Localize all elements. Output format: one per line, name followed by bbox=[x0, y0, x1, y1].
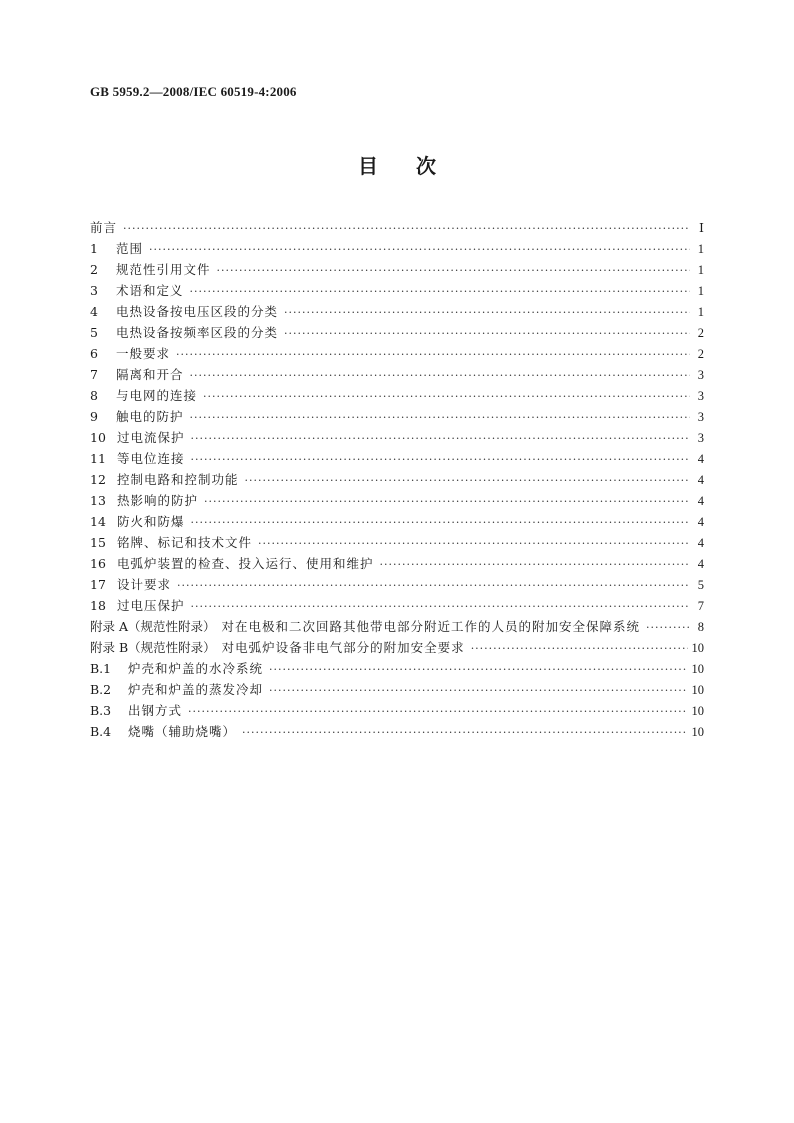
toc-entry[interactable] bbox=[90, 491, 704, 512]
toc-entry-page-number: 10 bbox=[691, 641, 704, 655]
toc-dot-leader bbox=[203, 390, 690, 403]
toc-entry-title: 电弧炉装置的检查、投入运行、使用和维护 bbox=[117, 556, 374, 571]
toc-entry-page-number: 3 bbox=[697, 410, 704, 424]
toc-entry[interactable] bbox=[90, 617, 704, 638]
toc-dot-leader bbox=[177, 579, 690, 592]
table-of-contents bbox=[90, 218, 704, 743]
toc-entry[interactable] bbox=[90, 260, 704, 281]
toc-entry-page-number: 10 bbox=[691, 725, 704, 739]
toc-entry[interactable] bbox=[90, 680, 704, 701]
page-title: 目次 bbox=[358, 154, 474, 178]
toc-entry-page-number: 4 bbox=[697, 557, 704, 571]
toc-entry[interactable] bbox=[90, 428, 704, 449]
toc-dot-leader bbox=[217, 264, 690, 277]
toc-entry-title: 热影响的防护 bbox=[117, 493, 199, 508]
toc-entry-number: 13 bbox=[90, 493, 106, 508]
toc-dot-leader bbox=[191, 453, 690, 466]
toc-dot-leader bbox=[190, 285, 690, 298]
toc-entry[interactable] bbox=[90, 554, 704, 575]
toc-entry-title: 隔离和开合 bbox=[116, 367, 184, 382]
toc-entry-page-number: Ⅰ bbox=[699, 221, 704, 235]
toc-entry[interactable] bbox=[90, 512, 704, 533]
toc-entry[interactable] bbox=[90, 575, 704, 596]
toc-entry-number: 17 bbox=[90, 577, 106, 592]
toc-entry-page-number: 1 bbox=[697, 242, 704, 256]
toc-dot-leader bbox=[204, 495, 690, 508]
toc-dot-leader bbox=[245, 474, 690, 487]
toc-dot-leader bbox=[269, 663, 687, 676]
toc-entry-title: 与电网的连接 bbox=[116, 388, 198, 403]
toc-entry-number: 11 bbox=[90, 451, 106, 466]
toc-entry-number: 7 bbox=[90, 367, 98, 382]
toc-entry-page-number: 4 bbox=[697, 452, 704, 466]
toc-dot-leader bbox=[149, 243, 690, 256]
toc-entry-page-number: 1 bbox=[697, 284, 704, 298]
toc-dot-leader bbox=[284, 306, 690, 319]
toc-entry[interactable] bbox=[90, 722, 704, 743]
toc-entry-page-number: 10 bbox=[691, 683, 704, 697]
toc-entry-title: 术语和定义 bbox=[116, 283, 184, 298]
toc-entry[interactable] bbox=[90, 533, 704, 554]
toc-entry-number: B.2 bbox=[90, 682, 112, 697]
toc-entry-number: 2 bbox=[90, 262, 98, 277]
toc-dot-leader bbox=[188, 705, 687, 718]
toc-entry-number: B.4 bbox=[90, 724, 112, 739]
toc-entry-title: 过电压保护 bbox=[117, 598, 185, 613]
toc-entry-title: 一般要求 bbox=[116, 346, 171, 361]
toc-entry-page-number: 7 bbox=[697, 599, 704, 613]
standard-code-header: GB 5959.2—2008/IEC 60519-4:2006 bbox=[90, 84, 297, 99]
toc-entry-number: 18 bbox=[90, 598, 106, 613]
toc-dot-leader bbox=[471, 642, 688, 655]
toc-entry[interactable] bbox=[90, 659, 704, 680]
toc-entry[interactable] bbox=[90, 470, 704, 491]
toc-entry-title: 范围 bbox=[116, 241, 144, 256]
toc-entry-number: 4 bbox=[90, 304, 98, 319]
toc-entry-page-number: 10 bbox=[691, 662, 704, 676]
toc-entry-page-number: 1 bbox=[697, 263, 704, 277]
toc-dot-leader bbox=[242, 726, 687, 739]
toc-entry[interactable] bbox=[90, 701, 704, 722]
toc-entry[interactable] bbox=[90, 323, 704, 344]
toc-entry-page-number: 8 bbox=[697, 620, 704, 634]
toc-entry-title: 控制电路和控制功能 bbox=[117, 472, 239, 487]
toc-entry-number: 6 bbox=[90, 346, 98, 361]
toc-entry-title: 防火和防爆 bbox=[117, 514, 185, 529]
toc-entry-title: 出钢方式 bbox=[128, 703, 183, 718]
toc-entry-number: 12 bbox=[90, 472, 106, 487]
toc-entry-title: 触电的防护 bbox=[116, 409, 184, 424]
toc-entry-title: 等电位连接 bbox=[117, 451, 185, 466]
toc-entry[interactable] bbox=[90, 239, 704, 260]
toc-entry-title: 炉壳和炉盖的蒸发冷却 bbox=[128, 682, 264, 697]
toc-entry-page-number: 4 bbox=[697, 536, 704, 550]
toc-entry[interactable] bbox=[90, 302, 704, 323]
toc-entry-title: 铭牌、标记和技术文件 bbox=[117, 535, 253, 550]
toc-dot-leader bbox=[646, 621, 690, 634]
toc-entry-page-number: 4 bbox=[697, 494, 704, 508]
toc-entry-number: 附录 B（规范性附录） bbox=[90, 640, 216, 655]
toc-dot-leader bbox=[284, 327, 690, 340]
toc-entry[interactable] bbox=[90, 596, 704, 617]
toc-entry-title: 前言 bbox=[90, 220, 118, 235]
toc-entry-number: 16 bbox=[90, 556, 106, 571]
toc-entry-number: 9 bbox=[90, 409, 98, 424]
toc-entry[interactable] bbox=[90, 344, 704, 365]
toc-entry-title: 烧嘴（辅助烧嘴） bbox=[128, 724, 237, 739]
toc-entry-number: 15 bbox=[90, 535, 106, 550]
toc-entry-number: 3 bbox=[90, 283, 98, 298]
toc-entry[interactable] bbox=[90, 638, 704, 659]
toc-entry-page-number: 5 bbox=[697, 578, 704, 592]
toc-entry-title: 对电弧炉设备非电气部分的附加安全要求 bbox=[221, 640, 465, 655]
toc-dot-leader bbox=[380, 558, 690, 571]
toc-entry-number: B.3 bbox=[90, 703, 112, 718]
toc-dot-leader bbox=[191, 600, 690, 613]
toc-dot-leader bbox=[176, 348, 690, 361]
toc-dot-leader bbox=[191, 516, 690, 529]
toc-entry-page-number: 3 bbox=[697, 431, 704, 445]
toc-entry-title: 过电流保护 bbox=[117, 430, 185, 445]
toc-entry-page-number: 2 bbox=[697, 326, 704, 340]
toc-dot-leader bbox=[123, 222, 690, 235]
toc-entry-number: B.1 bbox=[90, 661, 112, 676]
toc-entry[interactable] bbox=[90, 407, 704, 428]
toc-entry-number: 10 bbox=[90, 430, 106, 445]
toc-entry-title: 电热设备按频率区段的分类 bbox=[116, 325, 279, 340]
toc-entry-title: 电热设备按电压区段的分类 bbox=[116, 304, 279, 319]
toc-entry-page-number: 3 bbox=[697, 368, 704, 382]
toc-dot-leader bbox=[190, 369, 690, 382]
toc-entry-number: 1 bbox=[90, 241, 98, 256]
toc-dot-leader bbox=[191, 432, 690, 445]
toc-entry-page-number: 10 bbox=[691, 704, 704, 718]
toc-entry-page-number: 3 bbox=[697, 389, 704, 403]
toc-entry[interactable] bbox=[90, 386, 704, 407]
toc-entry-number: 5 bbox=[90, 325, 98, 340]
toc-entry[interactable] bbox=[90, 365, 704, 386]
toc-entry-number: 8 bbox=[90, 388, 98, 403]
toc-entry-page-number: 1 bbox=[697, 305, 704, 319]
toc-entry-title: 规范性引用文件 bbox=[116, 262, 211, 277]
toc-entry-title: 炉壳和炉盖的水冷系统 bbox=[128, 661, 264, 676]
toc-dot-leader bbox=[190, 411, 690, 424]
toc-entry-page-number: 4 bbox=[697, 515, 704, 529]
toc-entry-number: 14 bbox=[90, 514, 106, 529]
toc-entry-title: 对在电极和二次回路其他带电部分附近工作的人员的附加安全保障系统 bbox=[221, 619, 641, 634]
toc-dot-leader bbox=[269, 684, 687, 697]
toc-entry-number: 附录 A（规范性附录） bbox=[90, 619, 216, 634]
toc-entry-page-number: 2 bbox=[697, 347, 704, 361]
toc-entry-page-number: 4 bbox=[697, 473, 704, 487]
toc-entry-title: 设计要求 bbox=[117, 577, 172, 592]
toc-entry[interactable] bbox=[90, 449, 704, 470]
toc-entry[interactable] bbox=[90, 281, 704, 302]
toc-dot-leader bbox=[258, 537, 690, 550]
toc-entry[interactable] bbox=[90, 218, 704, 239]
